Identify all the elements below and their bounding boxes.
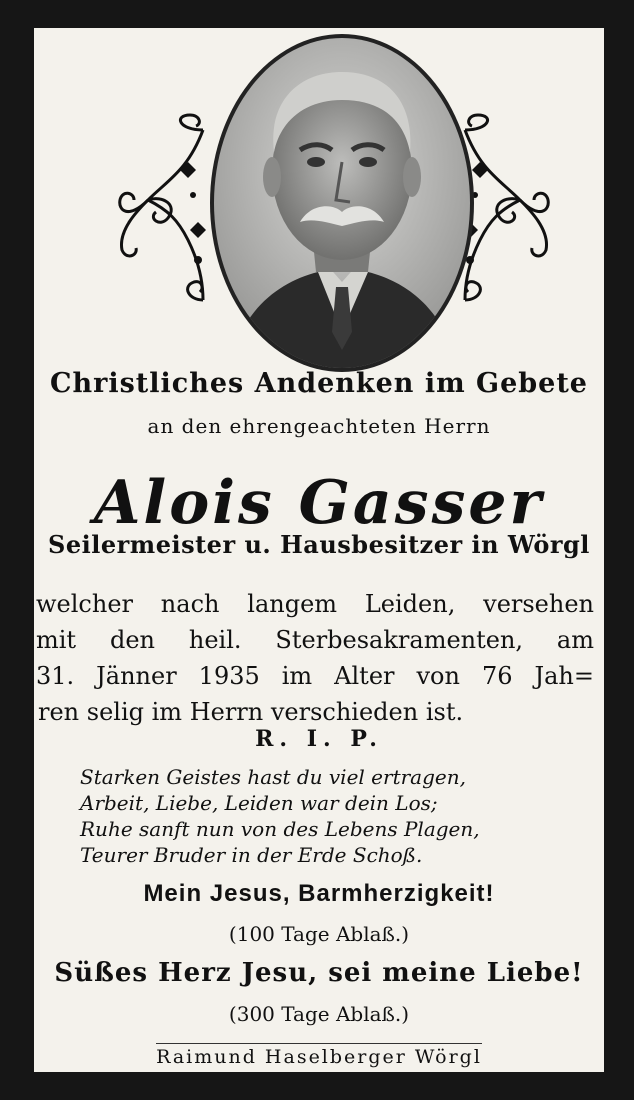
poem-line: Starken Geistes hast du viel ertragen, <box>80 765 466 789</box>
paragraph-line: 31. Jänner 1935 im Alter von 76 Jah= <box>36 662 594 690</box>
rip: R. I. P. <box>255 726 383 752</box>
poem-line: Arbeit, Liebe, Leiden war dein Los; <box>80 791 438 815</box>
printer-name: Raimund Haselberger Wörgl <box>156 1043 482 1068</box>
poem-line: Teurer Bruder in der Erde Schoß. <box>80 843 423 867</box>
paragraph-line: welcher nach langem Leiden, versehen <box>36 590 594 618</box>
subheading: an den ehrengeachteten Herrn <box>147 414 491 438</box>
prayer-2: Süßes Herz Jesu, sei meine Liebe! <box>54 958 584 988</box>
poem <box>80 764 560 868</box>
prayer-1: Mein Jesus, Barmherzigkeit! <box>143 880 495 907</box>
deceased-name: Alois Gasser <box>93 468 545 538</box>
printer-imprint <box>34 1046 604 1068</box>
death-notice-paragraph <box>36 586 594 730</box>
card-paper <box>34 28 604 1072</box>
portrait-photo-icon <box>208 32 476 374</box>
poem-line: Ruhe sanft nun von des Lebens Plagen, <box>80 817 480 841</box>
paragraph-line: mit den heil. Sterbesakramenten, am <box>36 626 594 654</box>
indulgence-1: (100 Tage Ablaß.) <box>228 922 410 946</box>
heading: Christliches Andenken im Gebete <box>50 368 588 399</box>
indulgence-2: (300 Tage Ablaß.) <box>228 1002 410 1026</box>
profession: Seilermeister u. Hausbesitzer in Wörgl <box>48 530 590 559</box>
paragraph-line: ren selig im Herrn verschieden ist. <box>38 698 464 726</box>
ornament-left-icon <box>108 110 218 310</box>
